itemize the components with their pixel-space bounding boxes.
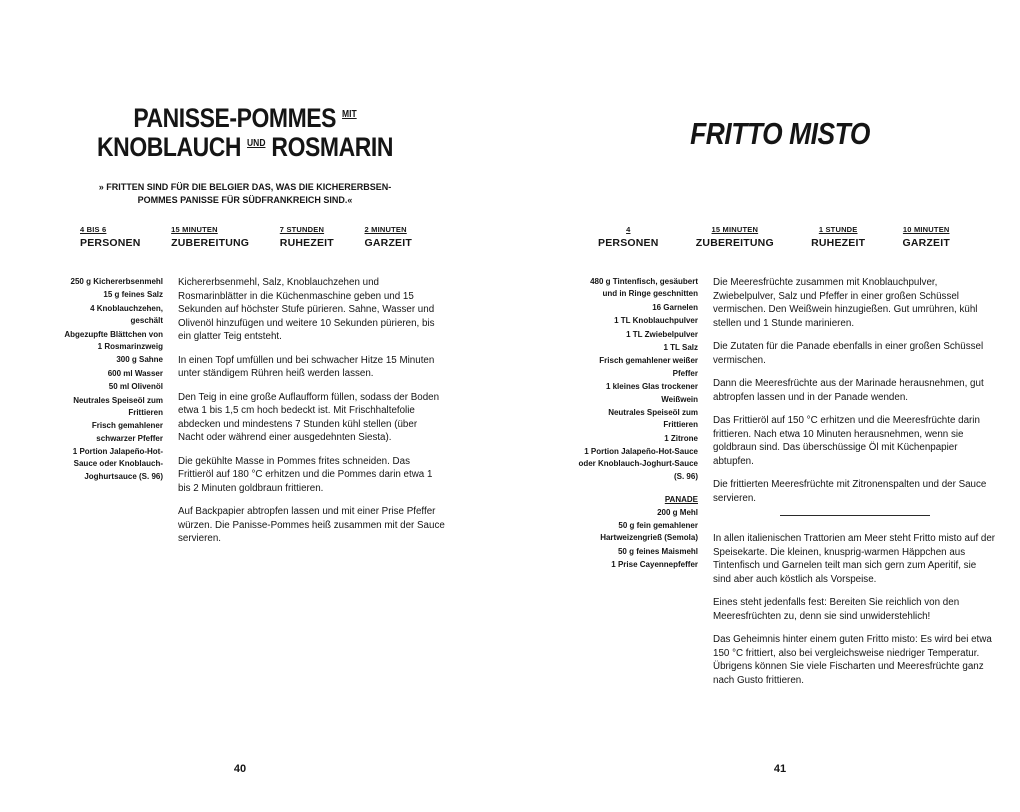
title-main-1: PANISSE-POMMES bbox=[133, 103, 337, 133]
meta-item bbox=[598, 225, 659, 249]
meta-item bbox=[171, 225, 249, 249]
meta-label: GARZEIT bbox=[364, 237, 412, 249]
ingredient-item: Neutrales Speiseöl zum Frittieren bbox=[608, 407, 698, 430]
ingredient-item: 600 ml Wasser bbox=[107, 368, 163, 378]
meta-label: GARZEIT bbox=[902, 237, 950, 249]
page-number-right: 41 bbox=[773, 763, 787, 775]
method-paragraph: Das Frittieröl auf 150 °C erhitzen und die Meeresfrüchte darin frittieren. Nach etwa 10 Minuten herausnehmen, wenn sie goldbraun sind. Das überschüssige Öl mit Küchenpapier abtupfen. bbox=[713, 415, 980, 467]
method-paragraph: Die Meeresfrüchte zusammen mit Knoblauchpulver, Zwiebelpulver, Salz und Pfeffer in einer großen Schüssel vermischen. Den Weißwein hinzugießen. Gut umrühren, kühl stellen und 1 Stunde marinieren. bbox=[713, 277, 978, 329]
title-main-2a: KNOBLAUCH bbox=[97, 132, 242, 163]
page-number-left: 40 bbox=[233, 763, 247, 775]
meta-value: 10 MINUTEN bbox=[902, 225, 950, 234]
ingredient-item: 200 g Mehl bbox=[657, 507, 698, 517]
ingredient-item: 480 g Tintenfisch, gesäubert und in Ringe geschnitten bbox=[590, 277, 698, 299]
ingredient-item: 50 g feines Maismehl bbox=[617, 546, 698, 556]
meta-value: 15 MINUTEN bbox=[171, 225, 218, 234]
method-paragraph: Auf Backpapier abtropfen lassen und mit einer Prise Pfeffer würzen. Die Panisse-Pommes heiß zusammen mit der Sauce servieren. bbox=[178, 506, 445, 545]
method-paragraph: In einen Topf umfüllen und bei schwacher Hitze 15 Minuten unter ständigem Rühren heiß werden lassen. bbox=[178, 354, 435, 380]
meta-label: PERSONEN bbox=[598, 237, 659, 249]
meta-item bbox=[80, 225, 141, 249]
ingredient-item: 1 Portion Jalapeño-Hot-Sauce oder Knoblauch-Joghurt-Sauce (S. 96) bbox=[578, 447, 698, 481]
title-line-2 bbox=[79, 133, 411, 162]
meta-value: 15 MINUTEN bbox=[711, 225, 759, 234]
meta-value: 2 MINUTEN bbox=[364, 225, 407, 234]
ingredients-column-right bbox=[578, 276, 698, 697]
ingredient-item: 1 TL Salz bbox=[663, 342, 698, 352]
meta-value: 4 BIS 6 bbox=[80, 225, 107, 234]
recipe-title-left bbox=[79, 104, 411, 162]
method-paragraph: Die Zutaten für die Panade ebenfalls in einer großen Schüssel vermischen. bbox=[713, 341, 984, 366]
meta-item bbox=[365, 225, 412, 249]
ingredient-item: 250 g Kichererbsenmehl bbox=[70, 277, 163, 286]
method-paragraph: Die frittierten Meeresfrüchte mit Zitronenspalten und der Sauce servieren. bbox=[713, 479, 987, 504]
meta-value: 4 bbox=[626, 225, 631, 234]
ingredient-item: 4 Knoblauchzehen, geschält bbox=[90, 303, 163, 326]
title-line-1 bbox=[79, 104, 411, 133]
ingredient-item: 300 g Sahne bbox=[116, 355, 163, 365]
ingredient-item: Neutrales Speiseöl zum Frittieren bbox=[73, 395, 163, 417]
recipe-title-right: FRITTO MISTO bbox=[690, 116, 870, 151]
meta-label: ZUBEREITUNG bbox=[695, 237, 774, 249]
recipe-meta-left bbox=[80, 225, 412, 249]
method-left bbox=[178, 276, 445, 556]
meta-item bbox=[696, 225, 774, 249]
ingredient-item: Frisch gemahlener weißer Pfeffer bbox=[599, 356, 698, 378]
title-connector-und: UND bbox=[247, 138, 266, 150]
ingredient-item: 15 g feines Salz bbox=[103, 290, 163, 300]
method-paragraph: Den Teig in eine große Auflaufform füllen, sodass der Boden etwa 1 bis 1,5 cm hoch bedeckt ist. Mit Frischhaltefolie abdecken und mindestens 7 Stunden kühl stellen (über Nacht oder während einer ausgedehnten Siesta). bbox=[178, 391, 440, 444]
ingredient-item: 50 g fein gemahlener Hartweizengrieß (Semola) bbox=[600, 521, 698, 543]
method-paragraph: Kichererbsenmehl, Salz, Knoblauchzehen und Rosmarinblätter in die Küchenmaschine geben und 15 Sekunden auf höchster Stufe pürieren. Sahne, Wasser und Olivenöl hinzufügen und weitere 10 Sekunden pürieren, bis ein glatter Teig entsteht. bbox=[178, 277, 435, 343]
note-paragraph: Das Geheimnis hinter einem guten Fritto misto: Es wird bei etwa 150 °C frittiert, also bei vergleichsweise niedriger Temperatur. Übrigens können Sie viele Fischarten und Meeresfrüchte ganz nach Gusto frittieren. bbox=[713, 634, 992, 686]
title-main-2b: ROSMARIN bbox=[271, 132, 393, 163]
method-right bbox=[713, 276, 996, 697]
ingredient-item: Frisch gemahlener schwarzer Pfeffer bbox=[91, 421, 163, 443]
recipe-quote: » FRITTEN SIND FÜR DIE BELGIER DAS, WAS DIE KICHERERBSEN-POMMES PANISSE FÜR SÜDFRANKREICH SIND.« bbox=[98, 182, 392, 205]
ingredient-item: 1 TL Zwiebelpulver bbox=[626, 329, 698, 339]
ingredients-list-left bbox=[60, 276, 163, 556]
recipe-content-left bbox=[60, 276, 445, 556]
meta-item bbox=[280, 225, 334, 249]
method-steps-right bbox=[713, 276, 996, 505]
ingredient-item: 1 Zitrone bbox=[664, 433, 698, 443]
panade-section-header: PANADE bbox=[664, 495, 698, 505]
meta-label: RUHEZEIT bbox=[811, 237, 866, 249]
panade-ingredients-list bbox=[578, 507, 698, 572]
recipe-notes bbox=[713, 532, 996, 687]
note-paragraph: In allen italienischen Trattorien am Meer steht Fritto misto auf der Speisekarte. Die kleinen, knusprig-warmen Häppchen aus Tintenfisch und Garnelen teilt man sich gern zum Aperitif, sie sind aber auch köstlich als Vorspeise. bbox=[713, 533, 996, 585]
meta-label: ZUBEREITUNG bbox=[171, 237, 250, 249]
ingredient-item: 1 Prise Cayennepfeffer bbox=[611, 560, 698, 570]
ingredient-item: 1 TL Knoblauchpulver bbox=[614, 316, 698, 326]
meta-label: RUHEZEIT bbox=[279, 237, 334, 249]
title-connector-mit: MIT bbox=[342, 109, 357, 120]
method-paragraph: Die gekühlte Masse in Pommes frites schneiden. Das Frittieröl auf 180 °C erhitzen und die Pommes darin etwa 1 bis 2 Minuten goldbraun frittieren. bbox=[178, 455, 433, 494]
meta-label: PERSONEN bbox=[80, 237, 141, 249]
ingredient-item: 1 kleines Glas trockener Weißwein bbox=[605, 382, 698, 404]
method-paragraph: Dann die Meeresfrüchte aus der Marinade herausnehmen, gut abtropfen lassen und in der Panade wenden. bbox=[713, 378, 984, 403]
recipe-meta-right bbox=[598, 225, 950, 249]
ingredient-item: Abgezupfte Blättchen von 1 Rosmarinzweig bbox=[64, 329, 163, 351]
ingredients-list-right bbox=[578, 276, 698, 483]
ingredient-item: 50 ml Olivenöl bbox=[108, 382, 163, 392]
right-page bbox=[510, 0, 1020, 812]
meta-item bbox=[902, 225, 949, 249]
note-paragraph: Eines steht jedenfalls fest: Bereiten Sie reichlich von den Meeresfrüchten zu, denn sie sind unwiderstehlich! bbox=[713, 597, 960, 622]
meta-value: 7 STUNDEN bbox=[279, 225, 325, 234]
meta-item bbox=[811, 225, 865, 249]
recipe-content-right bbox=[578, 276, 996, 697]
ingredient-item: 16 Garnelen bbox=[652, 302, 698, 312]
meta-value: 1 STUNDE bbox=[818, 225, 858, 234]
ingredient-item: 1 Portion Jalapeño-Hot-Sauce oder Knoblauch-Joghurtsauce (S. 96) bbox=[72, 447, 163, 481]
section-divider bbox=[780, 515, 930, 516]
